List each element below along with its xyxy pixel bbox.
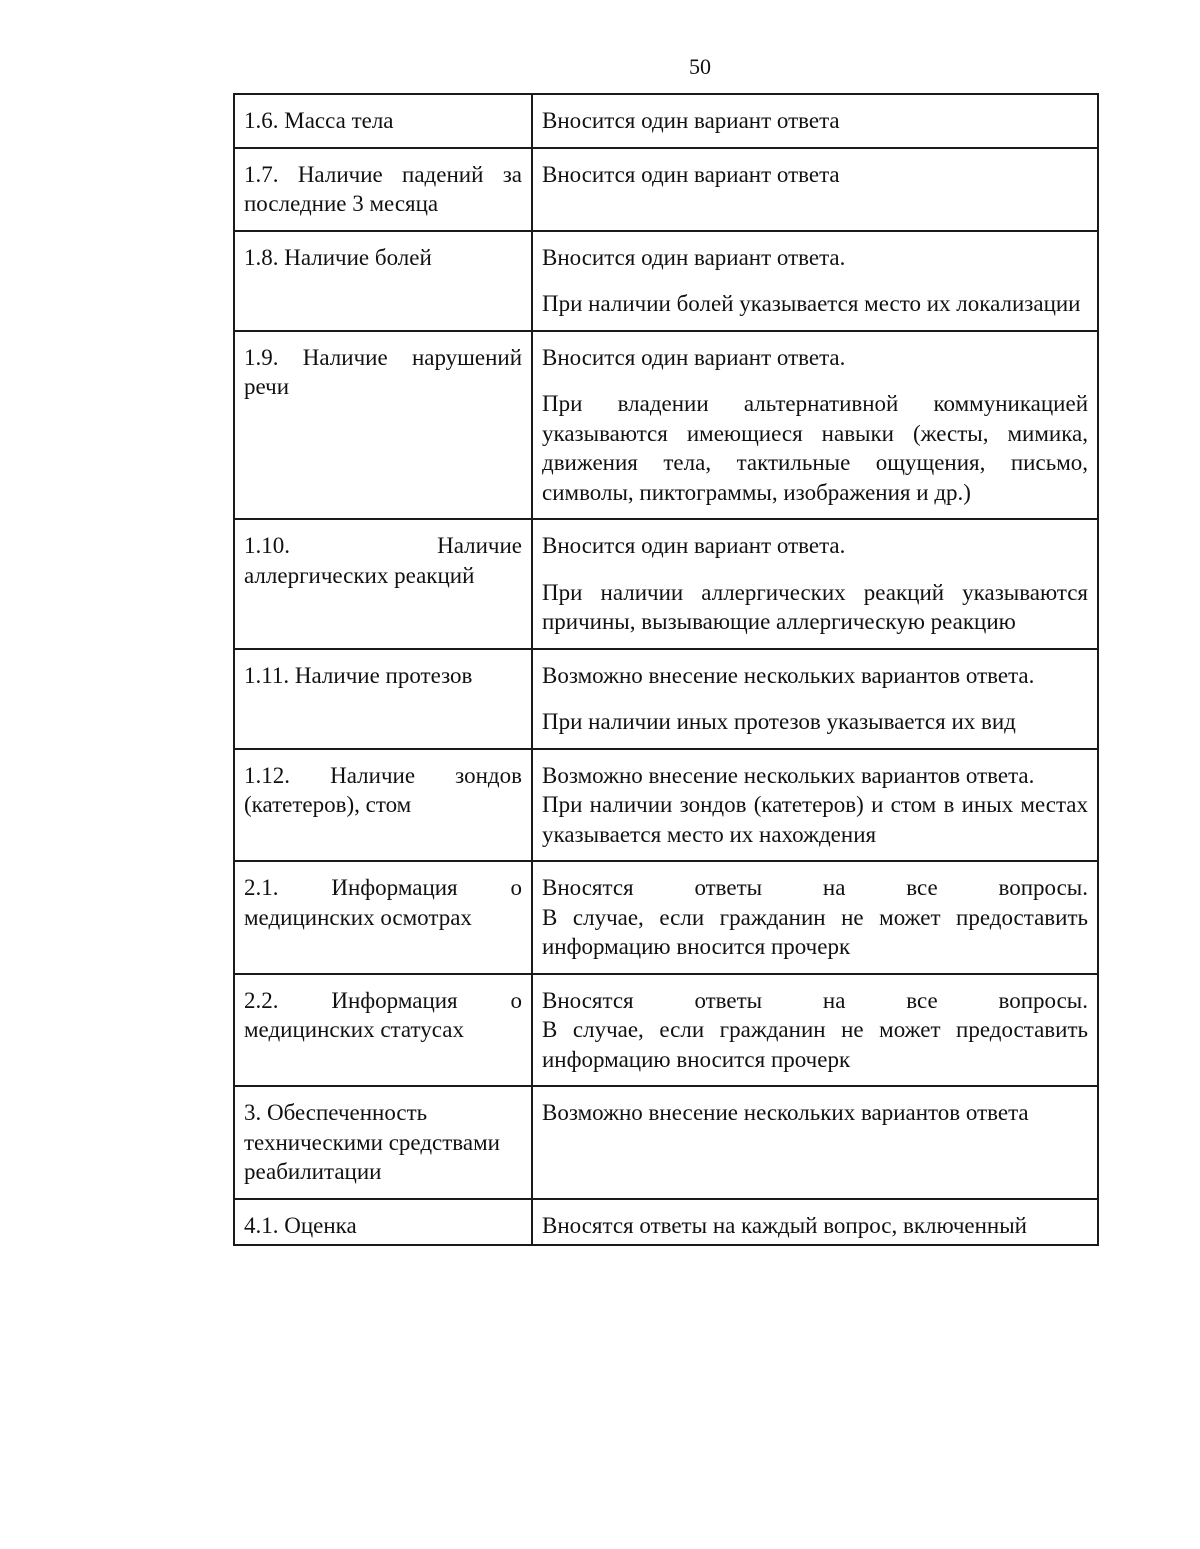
table-row bbox=[234, 1086, 1098, 1199]
instruction-text: При наличии зондов (катетеров) и стом в иных местах указывается место их нахождения bbox=[542, 792, 1088, 847]
item-cell bbox=[234, 331, 532, 520]
item-label: 1.10. Наличие аллергических реакций bbox=[244, 533, 522, 588]
instruction-cell bbox=[532, 861, 1098, 974]
instruction-text: Вносятся ответы на все вопросы. bbox=[542, 875, 1088, 900]
table-row bbox=[234, 649, 1098, 749]
instruction-text: Возможно внесение нескольких вариантов ответа. bbox=[542, 762, 1035, 788]
instruction-text: Возможно внесение нескольких вариантов ответа. bbox=[542, 662, 1035, 688]
instruction-text: Вносится один вариант ответа bbox=[542, 108, 840, 133]
instruction-text: В случае, если гражданин не может предоставить информацию вносится прочерк bbox=[542, 904, 1088, 959]
item-label: 1.9. Наличие нарушений речи bbox=[244, 344, 522, 399]
item-label: 2.2. Информация о медицинских статусах bbox=[244, 987, 522, 1042]
item-label: 4.1. Оценка bbox=[244, 1212, 357, 1238]
table-row bbox=[234, 519, 1098, 649]
page-number: 50 bbox=[689, 54, 711, 79]
instruction-text: Вносится один вариант ответа. bbox=[542, 533, 846, 558]
instruction-text: При наличии аллергических реакций указываются причины, вызывающие аллергическую реакцию bbox=[542, 579, 1088, 634]
item-cell bbox=[234, 94, 532, 148]
instruction-cell bbox=[532, 94, 1098, 148]
item-label: 1.7. Наличие падений за последние 3 месяца bbox=[244, 161, 522, 216]
instruction-cell bbox=[532, 1199, 1098, 1246]
table-row bbox=[234, 974, 1098, 1087]
table-row bbox=[234, 861, 1098, 974]
instruction-text: Вносится один вариант ответа. bbox=[542, 244, 846, 270]
instruction-cell bbox=[532, 974, 1098, 1087]
instruction-text: При владении альтернативной коммуникацией указываются имеющиеся навыки (жесты, мимика, движения тела, тактильные ощущения, письмо, символы, пиктограммы, изображения и др.) bbox=[542, 391, 1088, 505]
instruction-text: Вносятся ответы на каждый вопрос, включенный bbox=[542, 1212, 1027, 1238]
instruction-text: Вносятся ответы на все вопросы. bbox=[542, 987, 1088, 1013]
item-label: 3. Обеспеченность техническими средствами реабилитации bbox=[244, 1100, 500, 1184]
instruction-text: При наличии иных протезов указывается их вид bbox=[542, 709, 1016, 734]
instruction-cell bbox=[532, 649, 1098, 749]
instruction-text: При наличии болей указывается место их локализации bbox=[542, 291, 1081, 316]
item-cell bbox=[234, 974, 532, 1087]
item-label: 1.11. Наличие протезов bbox=[244, 662, 473, 688]
table-row bbox=[234, 148, 1098, 231]
item-cell bbox=[234, 749, 532, 862]
item-cell bbox=[234, 649, 532, 749]
item-cell bbox=[234, 519, 532, 649]
item-label: 1.8. Наличие болей bbox=[244, 244, 432, 270]
table-row bbox=[234, 1199, 1098, 1246]
requirements-table bbox=[233, 93, 1099, 1246]
instruction-text: Возможно внесение нескольких вариантов ответа bbox=[542, 1100, 1029, 1125]
instruction-cell bbox=[532, 331, 1098, 520]
instruction-cell bbox=[532, 1086, 1098, 1199]
table-row bbox=[234, 331, 1098, 520]
instruction-text: Вносится один вариант ответа bbox=[542, 161, 840, 187]
item-cell bbox=[234, 231, 532, 331]
item-cell bbox=[234, 1199, 532, 1246]
table-row bbox=[234, 749, 1098, 862]
item-cell bbox=[234, 148, 532, 231]
item-cell bbox=[234, 861, 532, 974]
table-row bbox=[234, 94, 1098, 148]
item-label: 2.1. Информация о медицинских осмотрах bbox=[244, 875, 522, 930]
instruction-text: Вносится один вариант ответа. bbox=[542, 344, 846, 370]
instruction-cell bbox=[532, 519, 1098, 649]
instruction-cell bbox=[532, 231, 1098, 331]
item-label: 1.12. Наличие зондов (катетеров), стом bbox=[244, 762, 522, 817]
instruction-cell bbox=[532, 749, 1098, 862]
item-cell bbox=[234, 1086, 532, 1199]
item-label: 1.6. Масса тела bbox=[244, 108, 394, 133]
instruction-text: В случае, если гражданин не может предоставить информацию вносится прочерк bbox=[542, 1017, 1088, 1072]
table-row bbox=[234, 231, 1098, 331]
instruction-cell bbox=[532, 148, 1098, 231]
